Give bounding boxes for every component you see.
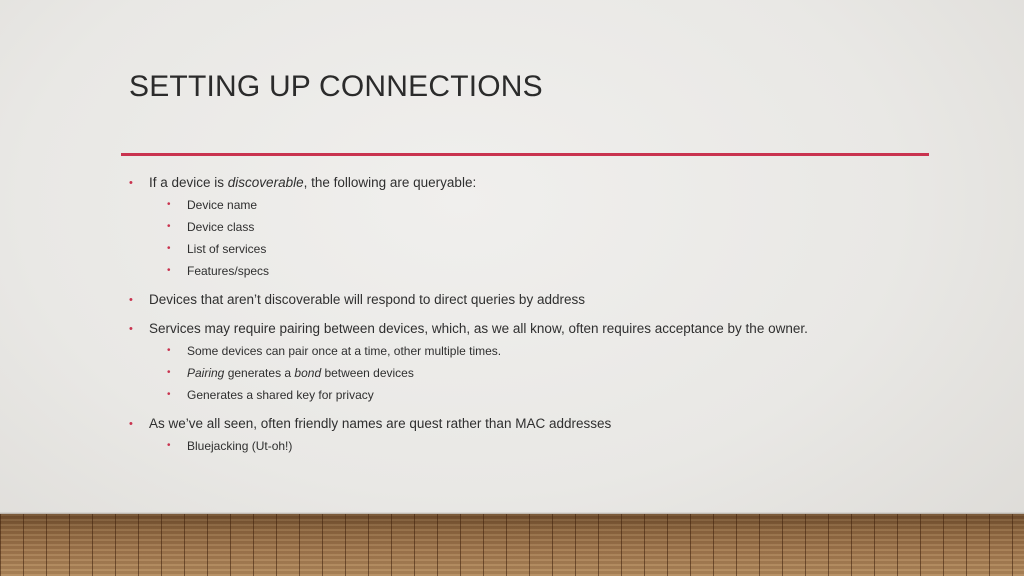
sub-bullet-text: Features/specs [187,264,270,278]
bullet-marker: • [167,243,171,254]
bullet-pairing [128,318,928,340]
bullet-marker: • [129,294,133,306]
sub-bullet-bluejacking [128,435,928,457]
sub-bullet-text: Generates a shared key for privacy [187,388,374,402]
bullet-text: Devices that aren’t discoverable will respond to direct queries by address [149,292,585,307]
bullet-marker: • [129,177,133,189]
bullet-non-discoverable [128,289,928,311]
sub-bullet-services [128,238,928,260]
sub-bullet-pair-times [128,340,928,362]
bullet-emphasis: discoverable [227,175,304,190]
sub-bullet-text: List of services [187,242,267,256]
bullet-marker: • [167,199,171,210]
wood-floor-decoration [0,514,1024,576]
sub-bullet-features [128,260,928,282]
bullet-text: If a device is [149,175,228,190]
sub-bullet-device-class [128,216,928,238]
bullet-text: Services may require pairing between devices, which, as we all know, often requires acceptance by the owner. [149,321,808,336]
sub-bullet-text: generates a [224,366,295,380]
bullet-marker: • [167,265,171,276]
bullet-marker: • [167,345,171,356]
bullet-text: , the following are queryable: [303,175,477,190]
slide-title: SETTING UP CONNECTIONS [129,70,543,103]
bullet-marker: • [167,389,171,400]
sub-bullet-device-name [128,194,928,216]
bullet-discoverable [128,172,928,194]
sub-bullet-emphasis: bond [294,366,322,380]
bullet-marker: • [167,440,171,451]
bullet-marker: • [167,367,171,378]
sub-bullet-text: Some devices can pair once at a time, other multiple times. [187,344,502,358]
bullet-marker: • [167,221,171,232]
sub-bullet-emphasis: Pairing [187,366,225,380]
bullet-marker: • [129,418,133,430]
sub-bullet-text: between devices [321,366,414,380]
sub-bullet-bond [128,362,928,384]
bullet-friendly-names [128,413,928,435]
bullet-marker: • [129,323,133,335]
title-divider [121,153,929,156]
sub-bullet-text: Device class [187,220,255,234]
sub-bullet-text: Device name [187,198,258,212]
bullet-text: As we’ve all seen, often friendly names are quest rather than MAC addresses [149,416,612,431]
bullet-list [128,172,928,457]
sub-bullet-shared-key [128,384,928,406]
sub-bullet-text: Bluejacking (Ut-oh!) [187,439,293,453]
